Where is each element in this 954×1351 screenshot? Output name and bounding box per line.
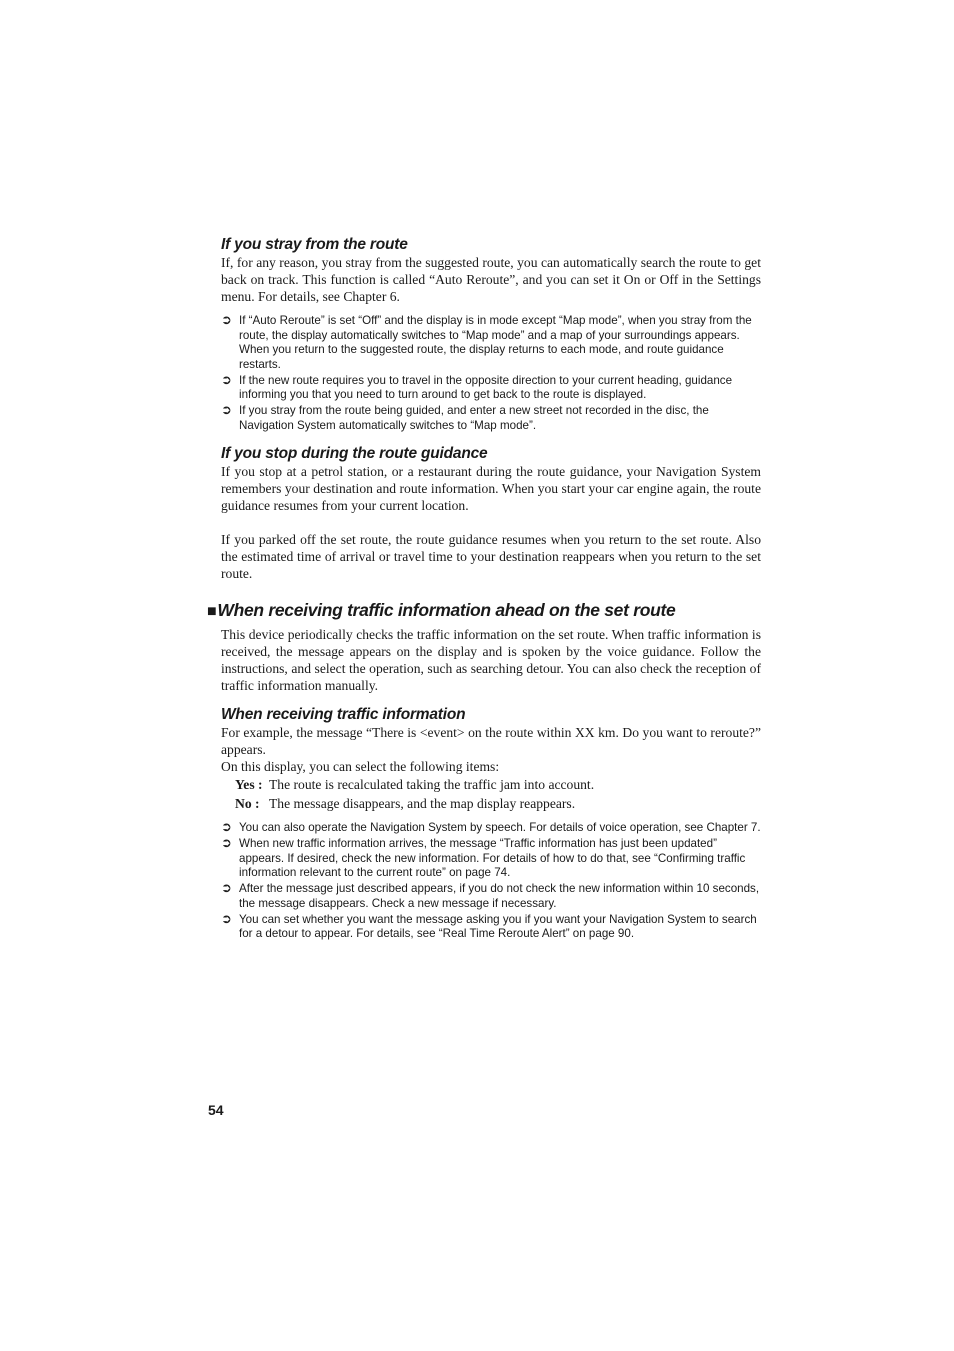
- section-stop-during-guidance: [221, 444, 761, 582]
- stop-body-1: If you stop at a petrol station, or a restaurant during the route guidance, your Navigation System remembers your destination and route information. When you start your car engine again, the route guidance resumes from your current location.: [221, 464, 761, 513]
- heading-stop-during-guidance: If you stop during the route guidance: [221, 445, 488, 462]
- note-item: [221, 910, 761, 942]
- note-text: After the message just described appears, if you do not check the new information within 10 seconds, the message disappears. Check a new message if necessary.: [239, 882, 760, 910]
- note-text: If you stray from the route being guided, and enter a new street not recorded in the disc, the Navigation System automatically switches to “Map mode”.: [239, 404, 709, 432]
- option-yes: [221, 776, 761, 793]
- note-arrow-icon: ➲: [221, 371, 232, 387]
- option-text: The route is recalculated taking the traffic jam into account.: [269, 777, 595, 792]
- note-item: [221, 404, 761, 433]
- heading-stray-from-route: If you stray from the route: [221, 236, 408, 253]
- section-stray-from-route: [221, 235, 761, 435]
- note-arrow-icon: ➲: [221, 880, 232, 895]
- note-arrow-icon: ➲: [221, 402, 232, 417]
- heading-receiving-traffic: When receiving traffic information: [221, 706, 466, 723]
- receiving-notes: [221, 821, 761, 942]
- note-item: [221, 314, 761, 372]
- page-number: 54: [208, 1102, 224, 1118]
- stop-body-2: If you parked off the set route, the route guidance resumes when you return to the set route. Also the estimated time of arrival or travel time to your destination reappears when you return to the set route.: [221, 532, 761, 581]
- stray-body: If, for any reason, you stray from the suggested route, you can automatically search the route to get back on track. This function is called “Auto Reroute”, and you can set it On or Off in the Settings menu. For details, see Chapter 6.: [221, 255, 761, 304]
- receiving-body-1: For example, the message “There is <event> on the route within XX km. Do you want to reroute?” appears.: [221, 725, 761, 757]
- note-item: [221, 371, 761, 403]
- note-item: [221, 821, 761, 836]
- note-item: [221, 837, 761, 881]
- note-text: If the new route requires you to travel in the opposite direction to your current heading, guidance informing you that you need to turn around to get back to the route is displayed.: [239, 373, 733, 401]
- option-text: The message disappears, and the map display reappears.: [269, 796, 576, 811]
- option-list: [221, 776, 761, 812]
- square-bullet-icon: ■: [207, 603, 217, 620]
- section-receiving-traffic: [221, 705, 761, 943]
- option-key: Yes :: [235, 777, 263, 792]
- heading-traffic-ahead-text: When receiving traffic information ahead on the set route: [217, 600, 676, 620]
- option-key: No :: [235, 796, 260, 811]
- note-arrow-icon: ➲: [221, 910, 232, 926]
- note-arrow-icon: ➲: [221, 835, 232, 850]
- note-item: [221, 882, 761, 911]
- receiving-body-2: On this display, you can select the following items:: [221, 759, 500, 774]
- note-arrow-icon: ➲: [221, 819, 232, 834]
- traffic-ahead-body: This device periodically checks the traffic information on the set route. When traffic information is received, the message appears on the display and is spoken by the voice guidance. Follow the instructions, and select the operation, such as searching detour. You can also check the reception of traffic information manually.: [221, 627, 761, 693]
- option-no: [221, 795, 761, 812]
- section-traffic-ahead: [207, 599, 761, 694]
- note-text: When new traffic information arrives, the message “Traffic information has just been updated” appears. If desired, check the new information. For details of how to do that, see “Confirming traffic information relevant to the current route” on page 74.: [239, 837, 746, 879]
- note-text: If “Auto Reroute” is set “Off” and the display is in mode except “Map mode”, when you stray from the route, the display automatically switches to “Map mode” and a map of your surroundings appears. When you return to the suggested route, the display returns to each mode, and route guidance restarts.: [239, 314, 752, 371]
- note-text: You can also operate the Navigation System by speech. For details of voice operation, see Chapter 7.: [239, 821, 761, 834]
- heading-traffic-ahead: [207, 599, 761, 623]
- note-text: You can set whether you want the message asking you if you want your Navigation System to search for a detour to appear. For details, see “Real Time Reroute Alert” on page 90.: [239, 912, 757, 940]
- note-arrow-icon: ➲: [221, 312, 232, 327]
- stray-notes: [221, 314, 761, 433]
